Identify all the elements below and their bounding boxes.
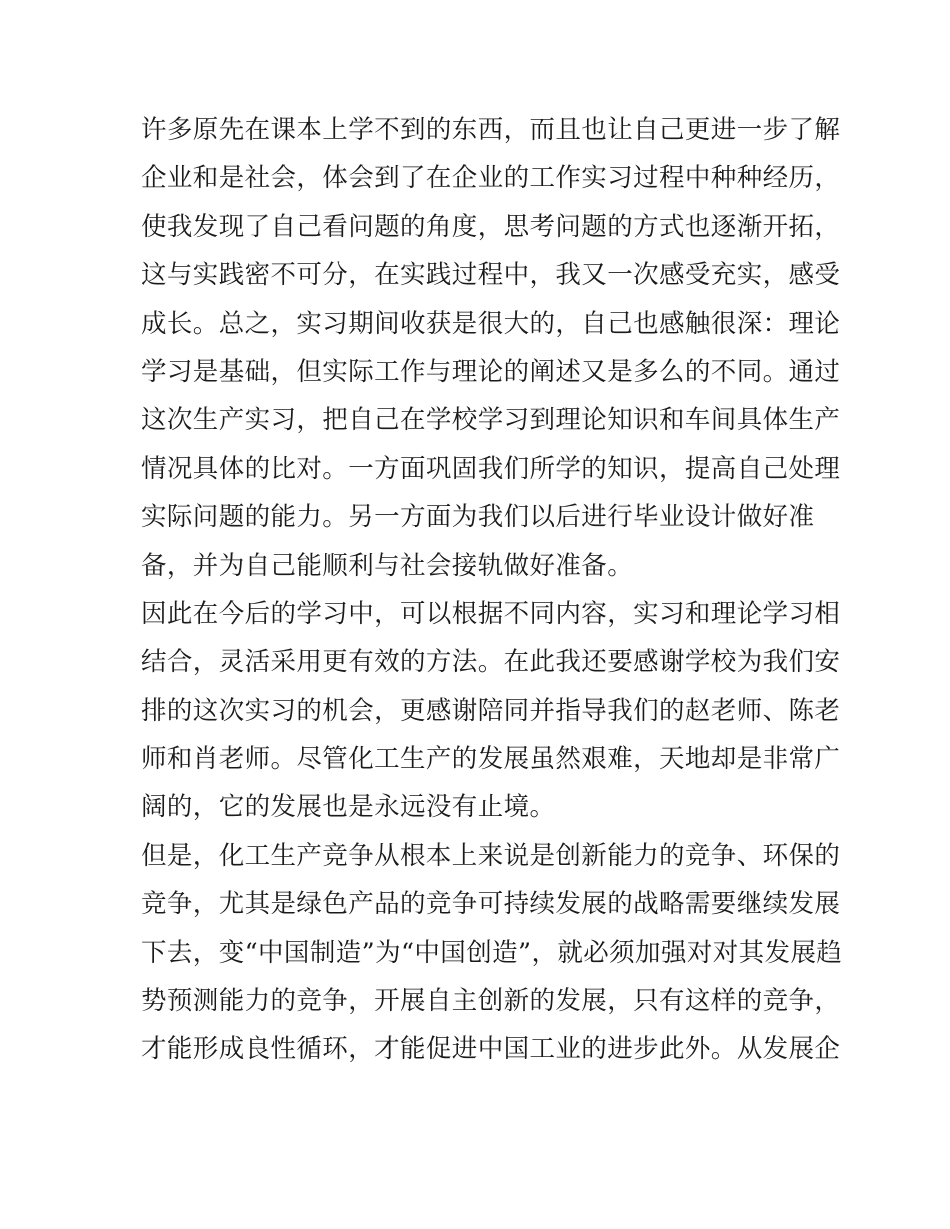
text-line: 成长。总之，实习期间收获是很大的，自己也感触很深：理论: [141, 308, 841, 339]
text-line: 师和肖老师。尽管化工生产的发展虽然艰难，天地却是非常广: [141, 744, 841, 775]
text-line: 因此在今后的学习中，可以根据不同内容，实习和理论学习相: [141, 598, 841, 629]
text-line: 实际问题的能力。另一方面为我们以后进行毕业设计做好准: [141, 502, 815, 533]
text-line: 势预测能力的竞争，开展自主创新的发展，只有这样的竞争，: [141, 986, 841, 1017]
text-line: 排的这次实习的机会，更感谢陪同并指导我们的赵老师、陈老: [141, 695, 841, 726]
text-line: 竞争，尤其是绿色产品的竞争可持续发展的战略需要继续发展: [141, 889, 841, 920]
text-line: 结合，灵活采用更有效的方法。在此我还要感谢学校为我们安: [141, 647, 841, 678]
text-line: 这与实践密不可分，在实践过程中，我又一次感受充实，感受: [141, 260, 841, 291]
text-line: 备，并为自己能顺利与社会接轨做好准备。: [141, 550, 634, 581]
text-line: 情况具体的比对。一方面巩固我们所学的知识，提高自己处理: [141, 453, 841, 484]
text-line: 这次生产实习，把自己在学校学习到理论知识和车间具体生产: [141, 405, 841, 436]
text-line: 才能形成良性循环，才能促进中国工业的进步此外。从发展企: [141, 1034, 841, 1065]
body-text: [141, 106, 843, 1074]
text-line: 企业和是社会，体会到了在企业的工作实习过程中种种经历，: [141, 163, 841, 194]
text-line: 下去，变“中国制造”为“中国创造”，就必须加强对对其发展趋: [141, 937, 843, 968]
text-line: 使我发现了自己看问题的角度，思考问题的方式也逐渐开拓，: [141, 211, 841, 242]
text-line: 许多原先在课本上学不到的东西，而且也让自己更进一步了解: [141, 115, 841, 145]
text-line: 但是，化工生产竞争从根本上来说是创新能力的竞争、环保的: [141, 840, 841, 871]
text-line: 阔的，它的发展也是永远没有止境。: [141, 792, 556, 823]
text-line: 学习是基础，但实际工作与理论的阐述又是多么的不同。通过: [141, 356, 841, 387]
